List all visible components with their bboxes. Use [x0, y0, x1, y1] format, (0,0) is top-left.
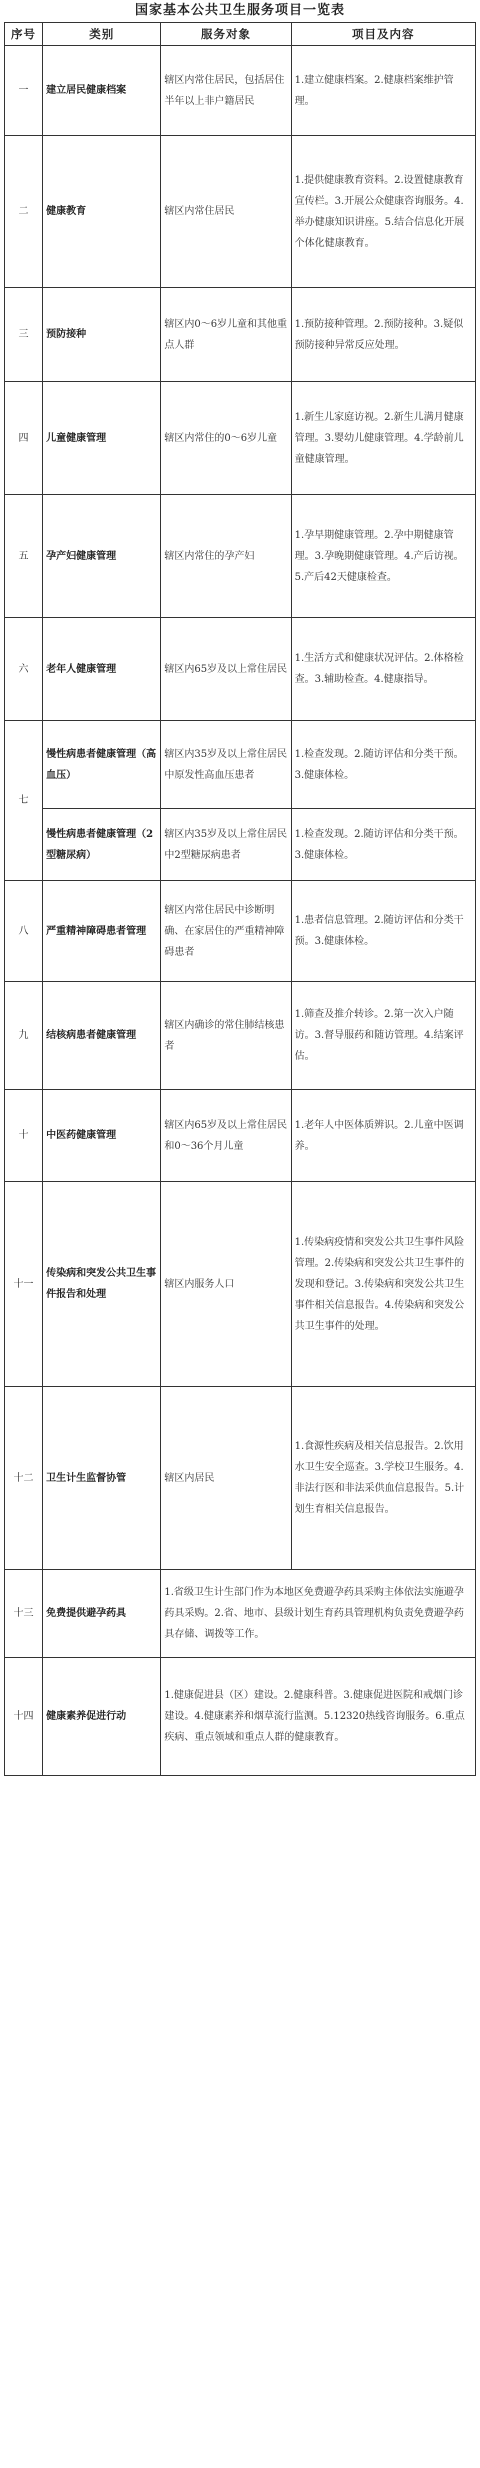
row-number: 十四	[5, 1658, 43, 1776]
row-category: 慢性病患者健康管理（高血压）	[43, 721, 161, 809]
row-number: 三	[5, 288, 43, 382]
table-row	[5, 982, 476, 1090]
row-category: 建立居民健康档案	[43, 46, 161, 136]
row-content: 1.预防接种管理。2.预防接种。3.疑似预防接种异常反应处理。	[291, 288, 475, 382]
row-content: 1.检查发现。2.随访评估和分类干预。3.健康体检。	[291, 721, 475, 809]
row-number: 九	[5, 982, 43, 1090]
table-row	[5, 1658, 476, 1776]
row-number: 四	[5, 382, 43, 495]
row-category: 慢性病患者健康管理（2型糖尿病）	[43, 809, 161, 881]
page-title: 国家基本公共卫生服务项目一览表	[134, 3, 345, 18]
row-content: 1.健康促进县（区）建设。2.健康科普。3.健康促进医院和戒烟门诊建设。4.健康素养和烟草流行监测。5.12320热线咨询服务。6.重点疾病、重点领域和重点人群的健康教育。	[161, 1658, 476, 1776]
header-category: 类别	[43, 23, 161, 46]
row-number: 六	[5, 618, 43, 721]
row-number: 十一	[5, 1182, 43, 1387]
row-content: 1.新生儿家庭访视。2.新生儿满月健康管理。3.婴幼儿健康管理。4.学龄前儿童健康管理。	[291, 382, 475, 495]
row-number: 十二	[5, 1387, 43, 1570]
row-category: 中医药健康管理	[43, 1090, 161, 1182]
row-number: 一	[5, 46, 43, 136]
row-category: 健康教育	[43, 136, 161, 288]
row-number: 十	[5, 1090, 43, 1182]
table-row	[5, 288, 476, 382]
table-row	[5, 721, 476, 809]
row-number: 五	[5, 495, 43, 618]
row-category: 免费提供避孕药具	[43, 1570, 161, 1658]
header-no: 序号	[5, 23, 43, 46]
row-target: 辖区内常住居民，包括居住半年以上非户籍居民	[161, 46, 291, 136]
row-number: 二	[5, 136, 43, 288]
table-row	[5, 1090, 476, 1182]
row-target: 辖区内常住的孕产妇	[161, 495, 291, 618]
table-row	[5, 136, 476, 288]
row-content: 1.筛查及推介转诊。2.第一次入户随访。3.督导服药和随访管理。4.结案评估。	[291, 982, 475, 1090]
service-table	[4, 22, 476, 1776]
row-target: 辖区内确诊的常住肺结核患者	[161, 982, 291, 1090]
row-number: 七	[5, 721, 43, 881]
table-row	[5, 881, 476, 982]
row-category: 老年人健康管理	[43, 618, 161, 721]
row-target: 辖区内服务人口	[161, 1182, 291, 1387]
row-content: 1.患者信息管理。2.随访评估和分类干预。3.健康体检。	[291, 881, 475, 982]
row-target: 辖区内65岁及以上常住居民和0～36个月儿童	[161, 1090, 291, 1182]
table-row	[5, 1182, 476, 1387]
row-number: 八	[5, 881, 43, 982]
row-category: 健康素养促进行动	[43, 1658, 161, 1776]
row-category: 孕产妇健康管理	[43, 495, 161, 618]
table-row	[5, 495, 476, 618]
row-target: 辖区内常住的0～6岁儿童	[161, 382, 291, 495]
row-content: 1.省级卫生计生部门作为本地区免费避孕药具采购主体依法实施避孕药具采购。2.省、地市、县级计划生育药具管理机构负责免费避孕药具存储、调拨等工作。	[161, 1570, 476, 1658]
row-content: 1.孕早期健康管理。2.孕中期健康管理。3.孕晚期健康管理。4.产后访视。5.产后42天健康检查。	[291, 495, 475, 618]
row-content: 1.建立健康档案。2.健康档案维护管理。	[291, 46, 475, 136]
row-category: 儿童健康管理	[43, 382, 161, 495]
table-row	[5, 382, 476, 495]
row-content: 1.老年人中医体质辨识。2.儿童中医调养。	[291, 1090, 475, 1182]
row-category: 卫生计生监督协管	[43, 1387, 161, 1570]
header-target: 服务对象	[161, 23, 291, 46]
row-content: 1.检查发现。2.随访评估和分类干预。3.健康体检。	[291, 809, 475, 881]
row-target: 辖区内常住居民中诊断明确、在家居住的严重精神障碍患者	[161, 881, 291, 982]
row-target: 辖区内常住居民	[161, 136, 291, 288]
header-content: 项目及内容	[291, 23, 475, 46]
row-content: 1.生活方式和健康状况评估。2.体格检查。3.辅助检查。4.健康指导。	[291, 618, 475, 721]
table-row	[5, 809, 476, 881]
table-row	[5, 1387, 476, 1570]
row-target: 辖区内0～6岁儿童和其他重点人群	[161, 288, 291, 382]
row-category: 结核病患者健康管理	[43, 982, 161, 1090]
row-number: 十三	[5, 1570, 43, 1658]
row-target: 辖区内35岁及以上常住居民中2型糖尿病患者	[161, 809, 291, 881]
row-category: 传染病和突发公共卫生事件报告和处理	[43, 1182, 161, 1387]
table-row	[5, 1570, 476, 1658]
row-category: 预防接种	[43, 288, 161, 382]
row-category: 严重精神障碍患者管理	[43, 881, 161, 982]
row-content: 1.提供健康教育资料。2.设置健康教育宣传栏。3.开展公众健康咨询服务。4.举办健康知识讲座。5.结合信息化开展个体化健康教育。	[291, 136, 475, 288]
row-content: 1.食源性疾病及相关信息报告。2.饮用水卫生安全巡查。3.学校卫生服务。4.非法行医和非法采供血信息报告。5.计划生育相关信息报告。	[291, 1387, 475, 1570]
table-row	[5, 46, 476, 136]
row-target: 辖区内65岁及以上常住居民	[161, 618, 291, 721]
table-header-row	[5, 23, 476, 46]
row-target: 辖区内35岁及以上常住居民中原发性高血压患者	[161, 721, 291, 809]
table-row	[5, 618, 476, 721]
row-content: 1.传染病疫情和突发公共卫生事件风险管理。2.传染病和突发公共卫生事件的发现和登记。3.传染病和突发公共卫生事件相关信息报告。4.传染病和突发公共卫生事件的处理。	[291, 1182, 475, 1387]
row-target: 辖区内居民	[161, 1387, 291, 1570]
